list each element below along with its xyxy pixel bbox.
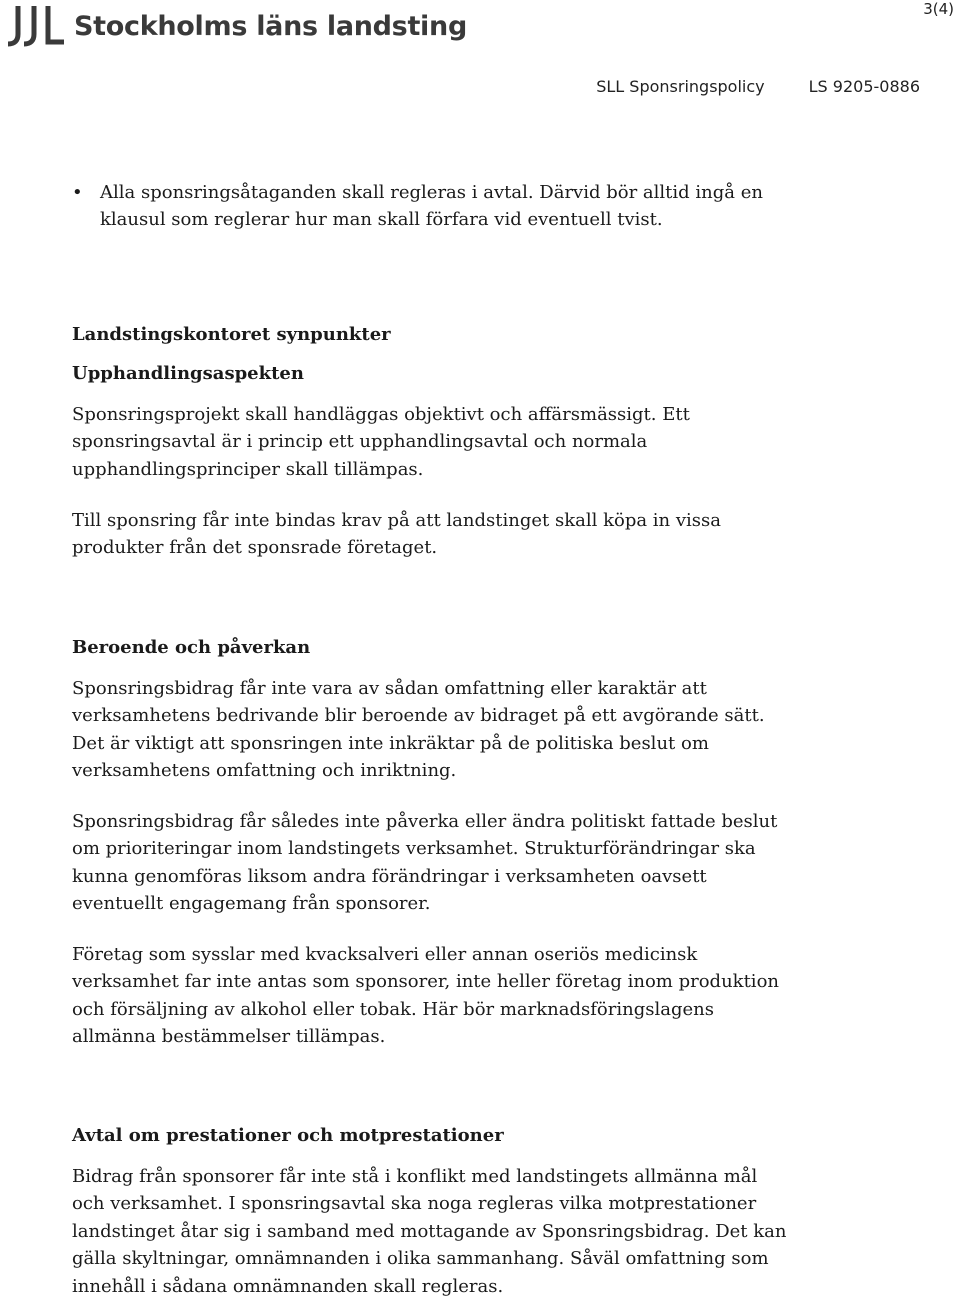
- logo-wordmark: Stockholms läns landsting: [74, 10, 467, 42]
- paragraph: Sponsringsprojekt skall handläggas objektivt och affärsmässigt. Ett sponsringsavtal är i princip ett upphandlingsavtal och normala upphandlingsprinciper skall tillämpas.: [72, 404, 690, 480]
- paragraph: Sponsringsbidrag får inte vara av sådan omfattning eller karaktär att verksamhetens bedrivande blir beroende av bidraget på ett avgörande sätt. Det är viktigt att sponsringen inte inkräktar på de politiska beslut om verksamhetens omfattning och inriktning.: [72, 678, 765, 782]
- list-item-text: Alla sponsringsåtaganden skall regleras i avtal. Därvid bör alltid ingå en klausul som reglerar hur man skall förfara vid eventuell tvist.: [100, 182, 763, 230]
- sll-logo-mark-icon: [4, 4, 66, 48]
- section-heading-landstingskontoret: Landstingskontoret synpunkter: [72, 324, 391, 345]
- list-item: [72, 179, 792, 233]
- paragraph: Bidrag från sponsorer får inte stå i konflikt med landstingets allmänna mål och verksamhet. I sponsringsavtal ska noga regleras vilka motprestationer landstinget åtar sig i samband med mottagande av Sponsringsbidrag. Det kan gälla skyltningar, omnämnanden i olika sammanhang. Såväl omfattning som innehåll i sådana omnämnanden skall regleras.: [72, 1166, 787, 1297]
- paragraph: Företag som sysslar med kvacksalveri eller annan oseriös medicinsk verksamhet far inte antas som sponsorer, inte heller företag inom produktion och försäljning av alkohol eller tobak. Här bör marknadsföringslagens allmänna bestämmelser tillämpas.: [72, 944, 779, 1048]
- section-heading-beroende: Beroende och påverkan: [72, 637, 311, 658]
- document-title: SLL Sponsringspolicy: [596, 77, 765, 96]
- page-number: 3(4): [923, 0, 954, 18]
- section-heading-avtal: Avtal om prestationer och motprestationer: [72, 1125, 504, 1146]
- sll-logo: [4, 2, 467, 50]
- document-id: LS 9205-0886: [808, 77, 920, 96]
- document-meta: [596, 77, 920, 96]
- bullet-icon: •: [72, 182, 83, 203]
- section-subheading-upphandling: Upphandlingsaspekten: [72, 363, 304, 384]
- paragraph: Sponsringsbidrag får således inte påverka eller ändra politiskt fattade beslut om prioriteringar inom landstingets verksamhet. Strukturförändringar ska kunna genomföras liksom andra förändringar i verksamheten oavsett eventuellt engagemang från sponsorer.: [72, 811, 778, 915]
- paragraph: Till sponsring får inte bindas krav på att landstinget skall köpa in vissa produkter från det sponsrade företaget.: [72, 510, 722, 559]
